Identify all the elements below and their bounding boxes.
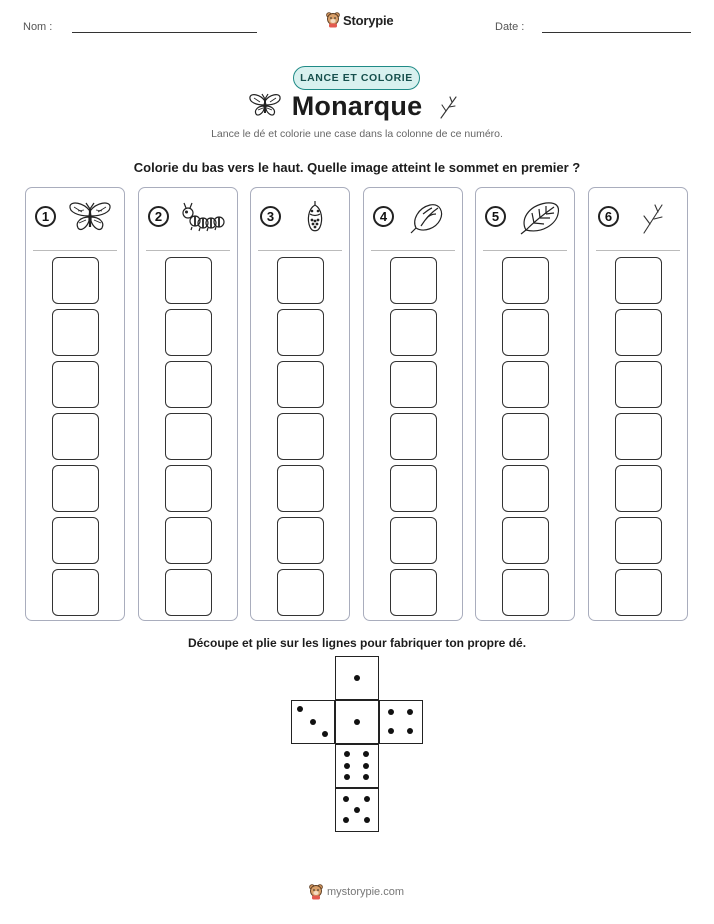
column-divider <box>483 250 567 251</box>
die-pip <box>364 817 370 823</box>
die-pip <box>388 728 394 734</box>
color-box[interactable] <box>165 517 212 564</box>
column-number: 6 <box>598 206 619 227</box>
die-face <box>335 744 379 788</box>
bear-icon <box>326 12 340 28</box>
die-pip <box>407 728 413 734</box>
color-box[interactable] <box>165 361 212 408</box>
color-box[interactable] <box>390 517 437 564</box>
die-pip <box>344 763 350 769</box>
die-pip <box>364 796 370 802</box>
color-box[interactable] <box>277 465 324 512</box>
color-box[interactable] <box>277 257 324 304</box>
color-box[interactable] <box>165 309 212 356</box>
color-box[interactable] <box>277 361 324 408</box>
color-box[interactable] <box>615 465 662 512</box>
color-box[interactable] <box>615 413 662 460</box>
die-pip <box>363 774 369 780</box>
column-divider <box>258 250 342 251</box>
page-title: Monarque <box>291 91 423 121</box>
column-divider <box>146 250 230 251</box>
storypie-logo <box>326 12 393 28</box>
die-pip <box>354 675 360 681</box>
die-face <box>291 700 335 744</box>
color-box[interactable] <box>52 257 99 304</box>
die-pip <box>407 709 413 715</box>
color-box[interactable] <box>52 413 99 460</box>
name-label: Nom : <box>23 21 53 33</box>
die-pip <box>388 709 394 715</box>
color-box[interactable] <box>165 465 212 512</box>
color-box[interactable] <box>52 361 99 408</box>
color-box[interactable] <box>165 413 212 460</box>
color-box[interactable] <box>52 309 99 356</box>
color-box[interactable] <box>277 517 324 564</box>
column-2 <box>138 187 238 621</box>
die-pip <box>310 719 316 725</box>
die-face <box>335 788 379 832</box>
name-line[interactable] <box>72 32 257 33</box>
die-pip <box>354 807 360 813</box>
instructions-subtitle: Lance le dé et colorie une case dans la colonne de ce numéro. <box>211 128 503 140</box>
color-box[interactable] <box>502 517 549 564</box>
color-box[interactable] <box>615 257 662 304</box>
column-number: 2 <box>148 206 169 227</box>
color-box[interactable] <box>52 569 99 616</box>
bear-icon <box>309 884 323 900</box>
color-box[interactable] <box>615 309 662 356</box>
twig-icon <box>629 200 677 236</box>
color-box[interactable] <box>502 309 549 356</box>
color-box[interactable] <box>390 413 437 460</box>
column-divider <box>371 250 455 251</box>
color-box[interactable] <box>165 569 212 616</box>
column-divider <box>596 250 680 251</box>
chrysalis-icon <box>291 200 339 236</box>
logo-text: Storypie <box>343 12 394 28</box>
twig-icon <box>438 94 460 120</box>
column-number: 4 <box>373 206 394 227</box>
column-number: 3 <box>260 206 281 227</box>
color-box[interactable] <box>615 517 662 564</box>
butterfly-icon <box>66 200 114 236</box>
color-box[interactable] <box>52 517 99 564</box>
die-face <box>335 656 379 700</box>
color-box[interactable] <box>615 569 662 616</box>
color-box[interactable] <box>390 465 437 512</box>
caterpillar-icon <box>179 200 227 236</box>
footer-url: mystorypie.com <box>327 886 405 898</box>
die-pip <box>344 751 350 757</box>
column-5 <box>475 187 575 621</box>
seed-pod-icon <box>404 200 452 236</box>
die-pip <box>297 706 303 712</box>
color-box[interactable] <box>502 257 549 304</box>
die-face <box>335 700 379 744</box>
question-text: Colorie du bas vers le haut. Quelle image atteint le sommet en premier ? <box>133 160 581 175</box>
activity-badge: LANCE ET COLORIE <box>293 66 420 90</box>
color-box[interactable] <box>502 569 549 616</box>
column-6 <box>588 187 688 621</box>
column-divider <box>33 250 117 251</box>
date-label: Date : <box>495 21 525 33</box>
color-box[interactable] <box>52 465 99 512</box>
column-number: 1 <box>35 206 56 227</box>
color-box[interactable] <box>502 465 549 512</box>
cut-instructions: Découpe et plie sur les lignes pour fabriquer ton propre dé. <box>187 636 527 650</box>
color-box[interactable] <box>390 361 437 408</box>
die-pip <box>354 719 360 725</box>
die-pip <box>363 751 369 757</box>
color-box[interactable] <box>390 569 437 616</box>
color-box[interactable] <box>502 361 549 408</box>
column-4 <box>363 187 463 621</box>
die-pip <box>363 763 369 769</box>
color-box[interactable] <box>165 257 212 304</box>
die-pip <box>343 817 349 823</box>
date-line[interactable] <box>542 32 691 33</box>
column-number: 5 <box>485 206 506 227</box>
color-box[interactable] <box>615 361 662 408</box>
color-box[interactable] <box>390 257 437 304</box>
leaf-icon <box>516 200 564 236</box>
color-box[interactable] <box>277 413 324 460</box>
color-box[interactable] <box>502 413 549 460</box>
die-pip <box>344 774 350 780</box>
color-box[interactable] <box>277 569 324 616</box>
color-box[interactable] <box>277 309 324 356</box>
color-box[interactable] <box>390 309 437 356</box>
die-face <box>379 700 423 744</box>
die-pip <box>343 796 349 802</box>
footer <box>309 884 404 900</box>
die-pip <box>322 731 328 737</box>
column-3 <box>250 187 350 621</box>
column-1 <box>25 187 125 621</box>
